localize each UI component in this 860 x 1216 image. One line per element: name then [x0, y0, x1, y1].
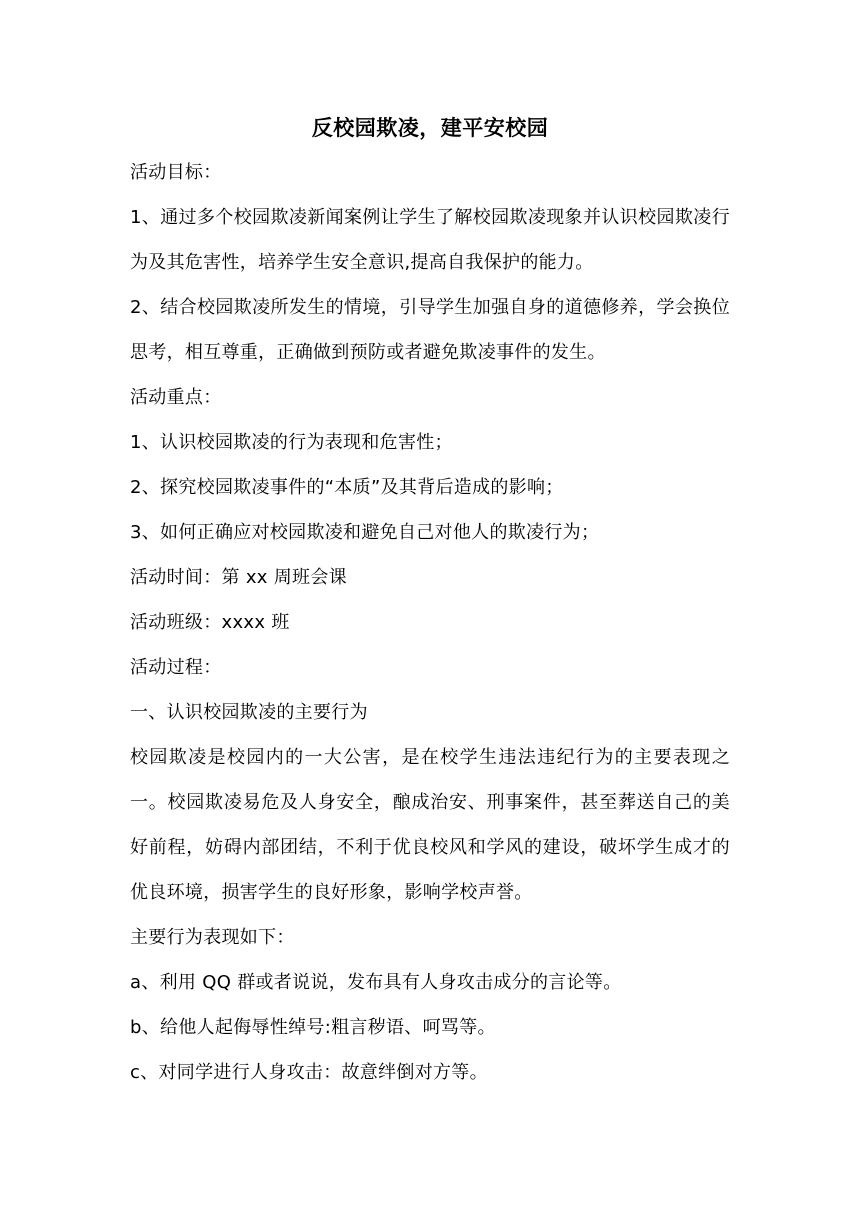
behavior-item-b: b、给他人起侮辱性绰号:粗言秽语、呵骂等。	[130, 1017, 496, 1038]
process-step-1-body: 校园欺凌是校园内的一大公害，是在校学生违法违纪行为的主要表现之一。校园欺凌易危及人身安全，酿成治安、刑事案件，甚至葬送自己的美好前程，妨碍内部团结，不利于优良校风和学风的建设，破坏学生成才的优良环境，损害学生的良好形象，影响学校声誉。	[130, 747, 730, 903]
goal-item-2: 2、结合校园欺凌所发生的情境，引导学生加强自身的道德修养，学会换位思考，相互尊重，正确做到预防或者避免欺凌事件的发生。	[130, 297, 730, 363]
behavior-item-c: c、对同学进行人身攻击：故意绊倒对方等。	[130, 1062, 488, 1083]
behaviors-intro: 主要行为表现如下：	[130, 927, 295, 948]
document-body	[130, 112, 730, 1095]
section-heading-focus: 活动重点：	[130, 387, 222, 408]
process-step-1-heading: 一、认识校园欺凌的主要行为	[130, 702, 368, 723]
document-title: 反校园欺凌，建平安校园	[311, 116, 549, 140]
section-heading-process: 活动过程：	[130, 657, 222, 678]
activity-time: 活动时间：第 xx 周班会课	[130, 567, 347, 588]
behavior-item-a: a、利用 QQ 群或者说说，发布具有人身攻击成分的言论等。	[130, 972, 622, 993]
activity-class: 活动班级：xxxx 班	[130, 612, 290, 633]
focus-item-2: 2、探究校园欺凌事件的“本质”及其背后造成的影响；	[130, 477, 564, 498]
goal-item-1: 1、通过多个校园欺凌新闻案例让学生了解校园欺凌现象并认识校园欺凌行为及其危害性，培养学生安全意识,提高自我保护的能力。	[130, 207, 730, 273]
section-heading-goals: 活动目标：	[130, 162, 222, 183]
focus-item-1: 1、认识校园欺凌的行为表现和危害性；	[130, 432, 453, 453]
focus-item-3: 3、如何正确应对校园欺凌和避免自己对他人的欺凌行为；	[130, 522, 600, 543]
